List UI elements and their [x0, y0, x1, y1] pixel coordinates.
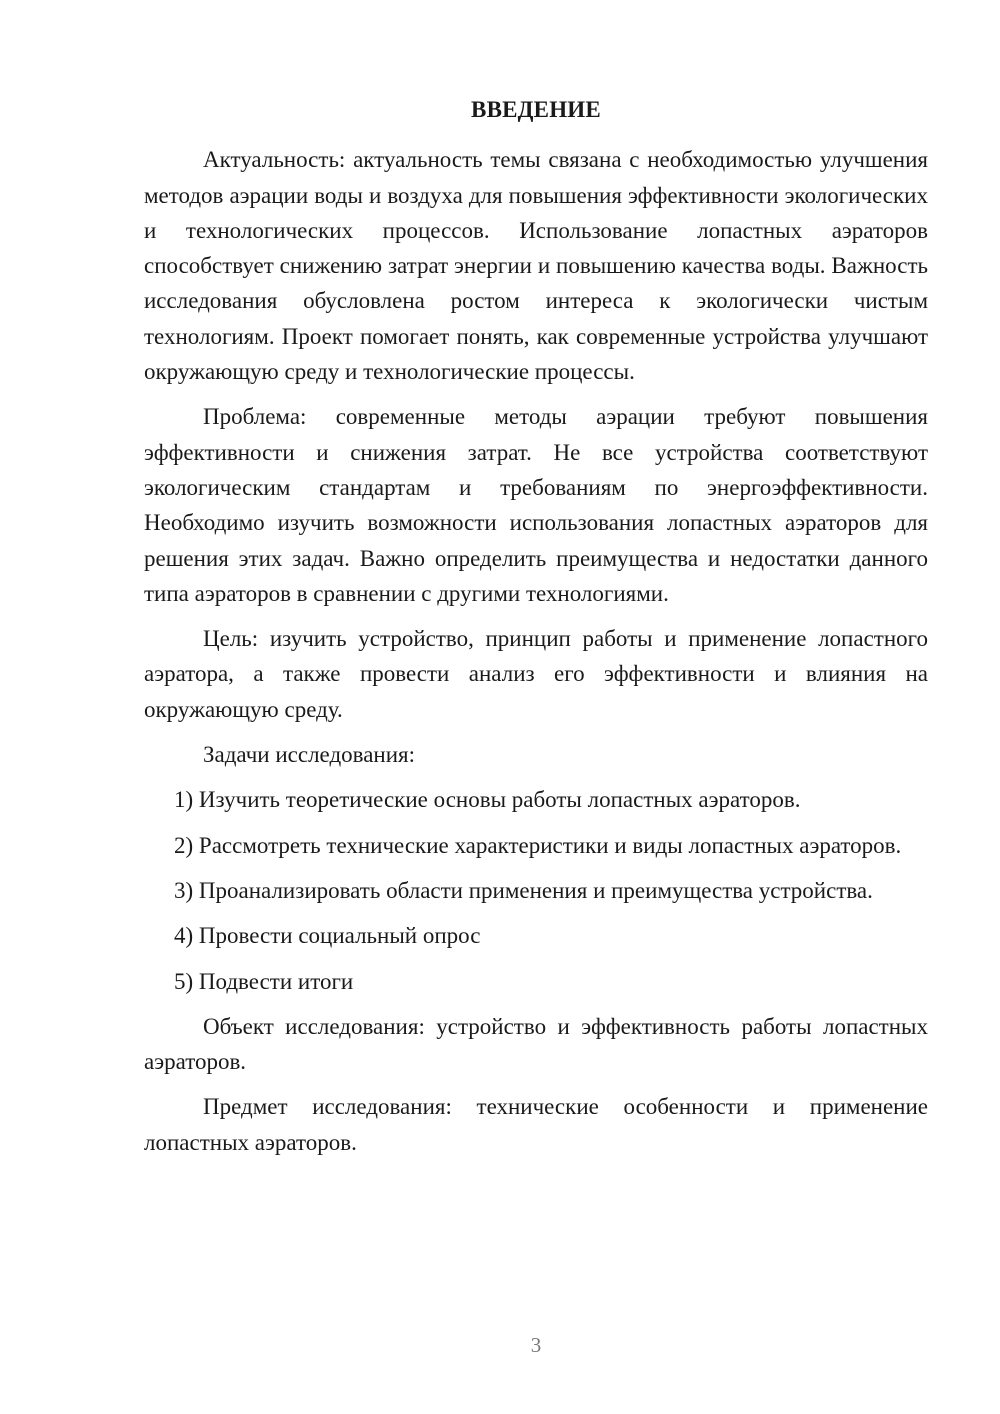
task-item-4: 4) Провести социальный опрос — [174, 923, 481, 949]
object-paragraph: Объект исследования: устройство и эффективность работы лопастных аэраторов. — [144, 1013, 928, 1075]
tasks-intro: Задачи исследования: — [203, 742, 416, 768]
goal-paragraph: Цель: изучить устройство, принцип работы и применение лопастного аэратора, а также провести анализ его эффективности и влияния на окружающую среду. — [144, 626, 928, 722]
page-heading: ВВЕДЕНИЕ — [471, 97, 601, 122]
relevance-paragraph: Актуальность: актуальность темы связана с необходимостью улучшения методов аэрации воды и воздуха для повышения эффективности экологических и технологических процессов. Использование лопастных аэраторов способствует снижению затрат энергии и повышению качества воды. Важность исследования обусловлена ростом интереса к экологически чистым технологиям. Проект помогает понять, как современные устройства улучшают окружающую среду и технологические процессы. — [144, 147, 928, 385]
page-number: 3 — [530, 1333, 542, 1357]
task-item-2: 2) Рассмотреть технические характеристики и виды лопастных аэраторов. — [174, 832, 902, 858]
task-item-3: 3) Проанализировать области применения и преимущества устройства. — [174, 877, 873, 903]
subject-paragraph: Предмет исследования: технические особенности и применение лопастных аэраторов. — [144, 1094, 928, 1155]
task-item-5: 5) Подвести итоги — [174, 968, 354, 994]
task-item-1: 1) Изучить теоретические основы работы лопастных аэраторов. — [174, 787, 801, 813]
page-content — [144, 92, 928, 1160]
problem-paragraph: Проблема: современные методы аэрации требуют повышения эффективности и снижения затрат. Не все устройства соответствуют экологическим стандартам и требованиям по энергоэффективности. Необходимо изучить возможности использования лопастных аэраторов для решения этих задач. Важно определить преимущества и недостатки данного типа аэраторов в сравнении с другими технологиями. — [144, 404, 928, 606]
